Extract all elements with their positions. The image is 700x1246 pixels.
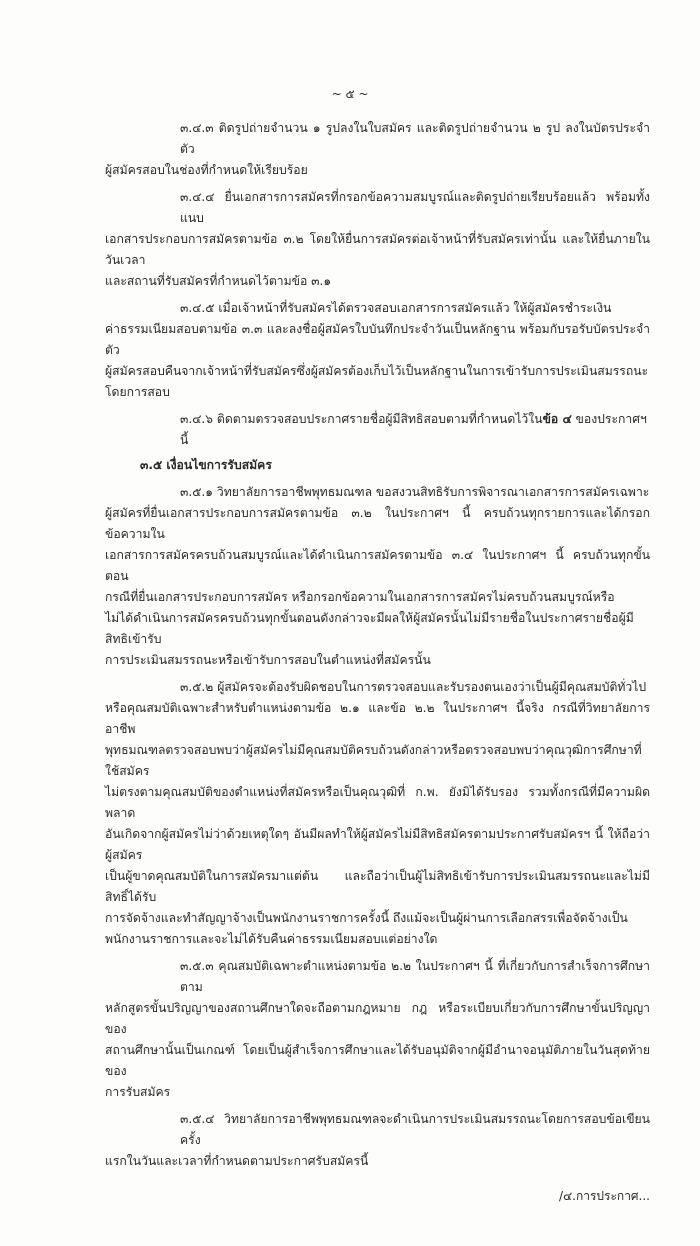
document-body <box>105 118 650 1172</box>
bold-reference: ข้อ ๔ <box>542 412 572 426</box>
paragraph-line: แรกในวันและเวลาที่กำหนดตามประกาศรับสมัครนี้ <box>105 1154 369 1168</box>
paragraph-line: ๓.๕.๒ ผู้สมัครจะต้องรับผิดชอบในการตรวจสอบและรับรองตนเองว่าเป็นผู้มีคุณสมบัติทั่วไป <box>180 680 647 694</box>
paragraph-line: หลักสูตรขั้นปริญญาของสถานศึกษาใดจะถือตามกฎหมาย กฎ หรือระเบียบเกี่ยวกับการศึกษาขั้นปริญญาของ <box>105 1001 650 1036</box>
paragraph-line: ไม่ได้ดำเนินการสมัครครบถ้วนทุกขั้นตอนดังกล่าวจะมีผลให้ผู้สมัครนั้นไม่มีรายชื่อในประกาศรายชื่อผู้มีสิทธิเข้ารับ <box>105 611 634 646</box>
paragraph-line: ๓.๔.๕ เมื่อเจ้าหน้าที่รับสมัครได้ตรวจสอบเอกสารการสมัครแล้ว ให้ผู้สมัครชำระเงิน <box>180 301 612 315</box>
paragraph-line: โดยการสอบ <box>105 385 170 399</box>
paragraph-line: หรือคุณสมบัติเฉพาะสำหรับตำแหน่งตามข้อ ๒.๑ และข้อ ๒.๒ ในประกาศฯ นี้จริง กรณีที่วิทยาลัยการอาชีพ <box>105 701 650 736</box>
paragraph-line: ๓.๕.๔ วิทยาลัยการอาชีพพุทธมณฑลจะดำเนินการประเมินสมรรถนะโดยการสอบข้อเขียนครั้ง <box>180 1112 650 1147</box>
paragraph-line: ๓.๕.๑ วิทยาลัยการอาชีพพุทธมณฑล ขอสงวนสิทธิรับการพิจารณาเอกสารการสมัครเฉพาะ <box>180 485 650 499</box>
paragraph-line: การจัดจ้างและทำสัญญาจ้างเป็นพนักงานราชการครั้งนี้ ถึงแม้จะเป็นผู้ผ่านการเลือกสรรเพื่อจัดจ้างเป็น <box>105 911 628 925</box>
paragraph-line: เอกสารการสมัครครบถ้วนสมบูรณ์และได้ดำเนินการสมัครตามข้อ ๓.๔ ในประกาศฯ นี้ ครบถ้วนทุกขั้นตอน <box>105 548 650 583</box>
paragraph-line: การประเมินสมรรถนะหรือเข้ารับการสอบในตำแหน่งที่สมัครนั้น <box>105 653 431 667</box>
paragraph-line: สถานศึกษานั้นเป็นเกณฑ์ โดยเป็นผู้สำเร็จการศึกษาและได้รับอนุมัติจากผู้มีอำนาจอนุมัติภายในวันสุดท้ายของ <box>105 1043 650 1078</box>
paragraph-line: และสถานที่รับสมัครที่กำหนดไว้ตามข้อ ๓.๑ <box>105 274 332 288</box>
paragraph-line: ผู้สมัครสอบคืนจากเจ้าหน้าที่รับสมัครซึ่งผู้สมัครต้องเก็บไว้เป็นหลักฐานในการเข้ารับการประเมินสมรรถนะ <box>105 364 649 378</box>
paragraph-line: พุทธมณฑลตรวจสอบพบว่าผู้สมัครไม่มีคุณสมบัติครบถ้วนดังกล่าวหรือตรวจสอบพบว่าคุณวุฒิการศึกษาที่ใช้สมัคร <box>105 743 642 778</box>
paragraph-line: ไม่ตรงตามคุณสมบัติของตำแหน่งที่สมัครหรือเป็นคุณวุฒิที่ ก.พ. ยังมิได้รับรอง รวมทั้งกรณีที่มีความผิดพลาด <box>105 785 650 820</box>
page-number: ~ ๕ ~ <box>331 87 369 101</box>
paragraph-line: ๓.๕.๓ คุณสมบัติเฉพาะตำแหน่งตามข้อ ๒.๒ ในประกาศฯ นี้ ที่เกี่ยวกับการสำเร็จการศึกษาตาม <box>180 959 650 994</box>
paragraph-line: ผู้สมัครที่ยื่นเอกสารประกอบการสมัครตามข้อ ๓.๒ ในประกาศฯ นี้ ครบถ้วนทุกรายการและได้กรอกข้อความใน <box>105 506 650 541</box>
continuation-marker: /๔.การประกาศ... <box>559 1189 650 1203</box>
paragraph-line <box>105 409 650 451</box>
section-heading: ๓.๕ เงื่อนไขการรับสมัคร <box>140 458 272 472</box>
paragraph-line: ค่าธรรมเนียมสอบตามข้อ ๓.๓ และลงชื่อผู้สมัครใบบันทึกประจำวันเป็นหลักฐาน พร้อมกับรอรับบัตรประจำตัว <box>105 322 650 357</box>
paragraph-line: กรณีที่ยื่นเอกสารประกอบการสมัคร หรือกรอกข้อความในเอกสารการสมัครไม่ครบถ้วนสมบูรณ์หรือ <box>105 590 615 604</box>
paragraph-line: ๓.๔.๔ ยื่นเอกสารการสมัครที่กรอกข้อความสมบูรณ์และติดรูปถ่ายเรียบร้อยแล้ว พร้อมทั้งแนบ <box>180 190 650 225</box>
paragraph-line: ๓.๔.๓ ติดรูปถ่ายจำนวน ๑ รูปลงในใบสมัคร และติดรูปถ่ายจำนวน ๒ รูป ลงในบัตรประจำตัว <box>180 121 650 156</box>
paragraph-line: อันเกิดจากผู้สมัครไม่ว่าด้วยเหตุใดๆ อันมีผลทำให้ผู้สมัครไม่มีสิทธิสมัครตามประกาศรับสมัครฯ นี้ ให้ถือว่าผู้สมัคร <box>105 827 650 862</box>
line-text: ของประกาศฯ นี้ <box>180 412 647 447</box>
paragraph-line: ผู้สมัครสอบในช่องที่กำหนดให้เรียบร้อย <box>105 163 308 177</box>
paragraph-line: เอกสารประกอบการสมัครตามข้อ ๓.๒ โดยให้ยื่นการสมัครต่อเจ้าหน้าที่รับสมัครเท่านั้น และให้ยื่นภายในวันเวลา <box>105 232 650 267</box>
paragraph-line: เป็นผู้ขาดคุณสมบัติในการสมัครมาแต่ต้น และถือว่าเป็นผู้ไม่สิทธิเข้ารับการประเมินสมรรถนะและไม่มีสิทธิ์ได้รับ <box>105 869 650 904</box>
paragraph-line: พนักงานราชการและจะไม่ได้รับคืนค่าธรรมเนียมสอบแต่อย่างใด <box>105 932 438 946</box>
paragraph-line: การรับสมัคร <box>105 1085 171 1099</box>
line-text: ๓.๔.๖ ติดตามตรวจสอบประกาศรายชื่อผู้มีสิทธิสอบตามที่กำหนดไว้ใน <box>180 412 543 426</box>
